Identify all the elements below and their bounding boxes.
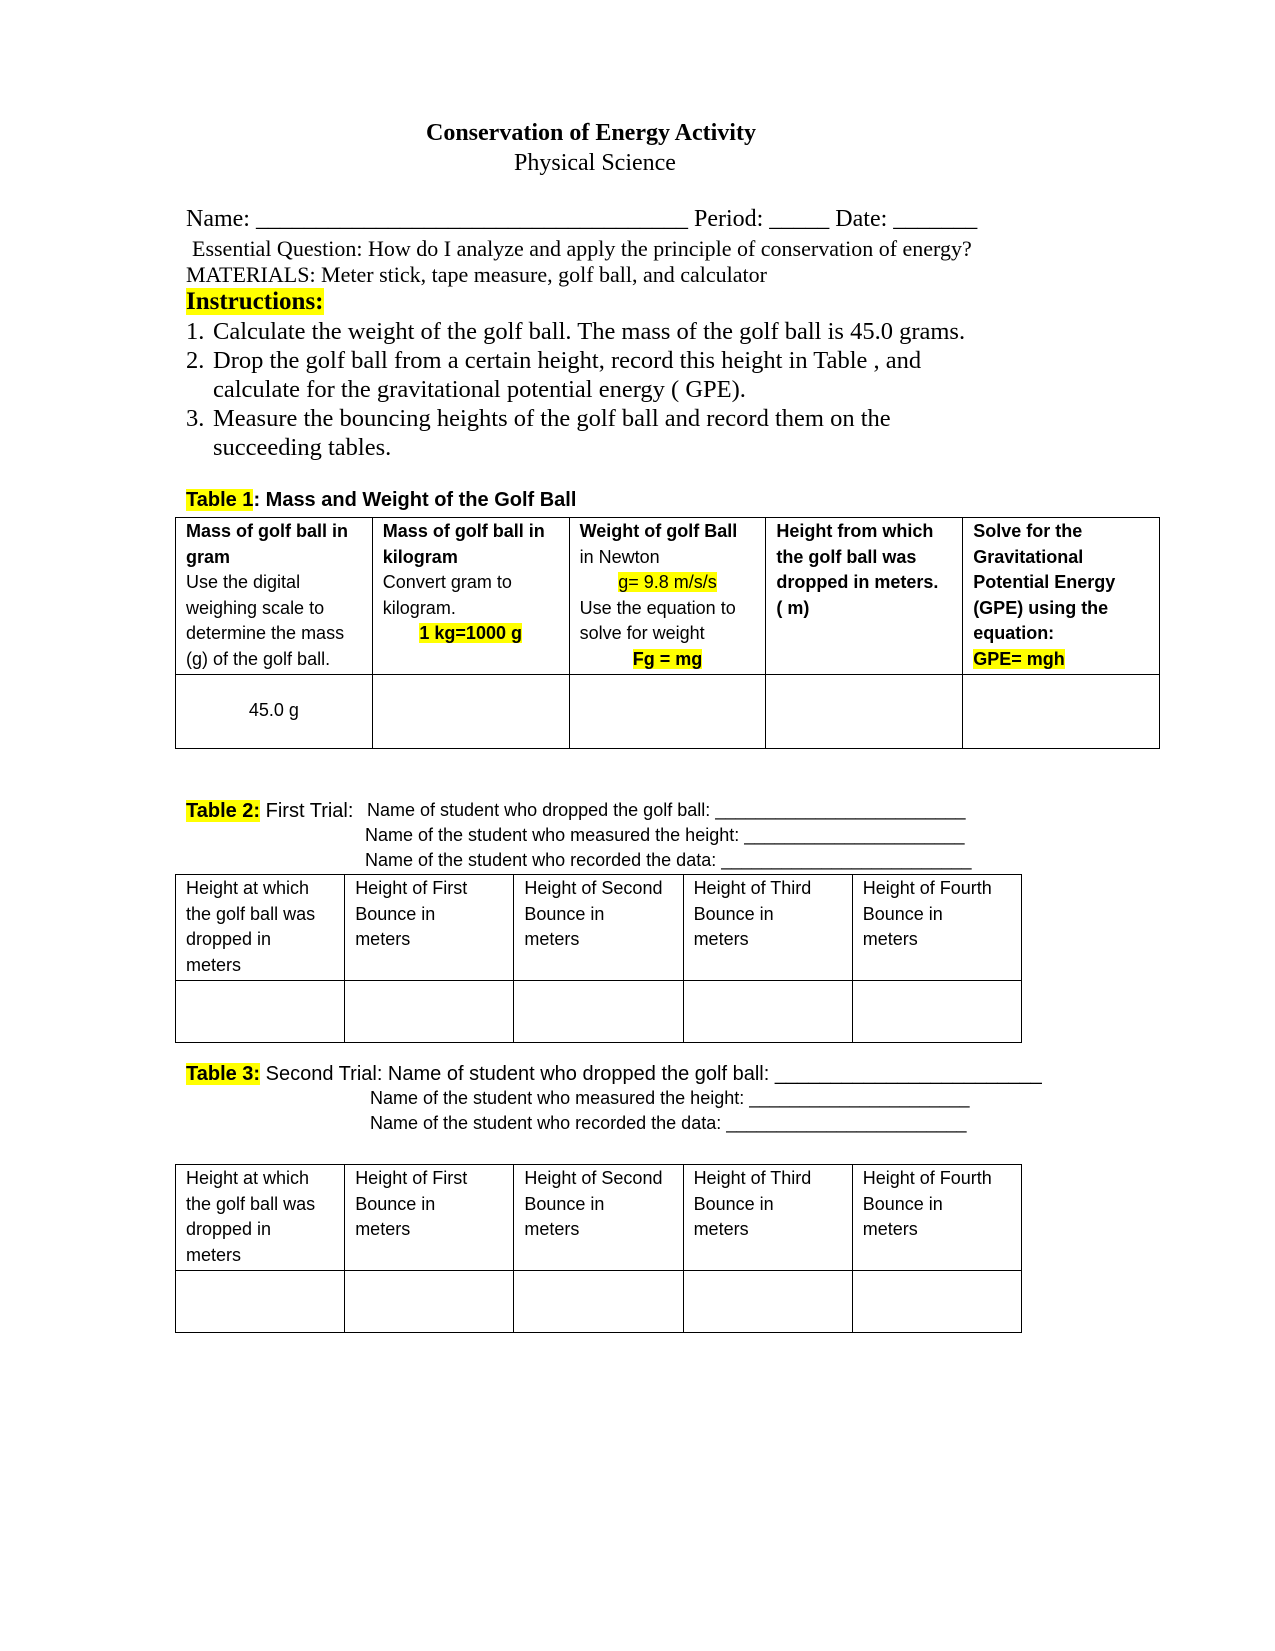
table1-cell-empty[interactable] <box>372 675 569 749</box>
header-note: solve for weight <box>579 623 705 643</box>
table1-header-gpe <box>963 518 1160 675</box>
header-note: in Newton <box>579 546 660 567</box>
table2-cell-empty[interactable] <box>345 981 514 1043</box>
essential-question: Essential Question: How do I analyze and apply the principle of conservation of energy? <box>192 236 972 261</box>
header-text: Solve for the <box>973 521 1083 541</box>
table1-cell-mass-value: 45.0 g <box>176 675 373 749</box>
instruction-step-1 <box>186 317 1046 346</box>
table1-header-height <box>766 518 963 675</box>
table3-recorded-by: Name of the student who recorded the data: ________________________ <box>370 1113 967 1133</box>
table3-header-first-bounce <box>345 1165 514 1271</box>
header-text: the golf ball was <box>186 1193 316 1214</box>
table2-cell-empty[interactable] <box>514 981 683 1043</box>
instruction-step-3 <box>186 404 1046 462</box>
page-subtitle: Physical Science <box>514 150 676 176</box>
instruction-step-2 <box>186 346 1046 404</box>
header-text: meters <box>186 1244 242 1265</box>
step-text: calculate for the gravitational potential energy ( GPE). <box>213 376 746 403</box>
instructions-label: Instructions: <box>186 288 324 315</box>
header-text: Height of Third <box>693 878 812 898</box>
header-note: kilogram. <box>382 597 456 618</box>
header-text: Gravitational <box>973 546 1084 567</box>
header-text: Weight of golf Ball <box>579 521 738 541</box>
header-text: equation: <box>973 623 1055 643</box>
header-text: meters <box>693 1219 749 1239</box>
table3-caption <box>186 1063 1042 1086</box>
table2-recorded-by: Name of the student who recorded the data: _________________________ <box>365 850 972 870</box>
table2-header-third-bounce <box>683 875 852 981</box>
instruction-list <box>186 317 1046 462</box>
step-text: Calculate the weight of the golf ball. The mass of the golf ball is 45.0 grams. <box>213 318 966 345</box>
header-text: dropped in meters. <box>776 572 939 592</box>
page-title: Conservation of Energy Activity <box>426 120 756 146</box>
step-text: succeeding tables. <box>213 434 392 461</box>
table3-label: Table 3: <box>186 1063 261 1085</box>
table2-title: First Trial: <box>260 800 354 822</box>
table1-caption <box>186 489 576 512</box>
gravity-constant: g= 9.8 m/s/s <box>618 572 717 592</box>
header-note: Convert gram to <box>382 572 512 592</box>
table3-header-drop-height <box>176 1165 345 1271</box>
header-text: Mass of golf ball in <box>382 521 545 541</box>
table1-header-mass-kilogram <box>372 518 569 675</box>
table2-header-fourth-bounce <box>852 875 1021 981</box>
conversion-formula: 1 kg=1000 g <box>419 623 522 643</box>
header-text: kilogram <box>382 546 458 567</box>
table3-header-third-bounce <box>683 1165 852 1271</box>
header-text: Bounce in <box>524 903 605 924</box>
table2-label: Table 2: <box>186 800 261 822</box>
header-text: Height of First <box>355 1168 468 1188</box>
header-text: Bounce in <box>355 903 436 924</box>
header-note: determine the mass <box>186 623 345 643</box>
table2-dropped-by: Name of student who dropped the golf ball: _________________________ <box>367 800 966 820</box>
header-text: gram <box>186 546 231 567</box>
header-text: Height of Second <box>524 878 663 898</box>
step-number: 1. <box>186 318 205 345</box>
table2-cell-empty[interactable] <box>176 981 345 1043</box>
table1-cell-empty[interactable] <box>569 675 766 749</box>
table2-caption <box>186 800 353 823</box>
header-text: Bounce in <box>862 1193 943 1214</box>
table3-header-second-bounce <box>514 1165 683 1271</box>
table3-measured-by: Name of the student who measured the height: ______________________ <box>370 1088 970 1108</box>
header-text: Height from which <box>776 521 934 541</box>
table3-cell-empty[interactable] <box>514 1271 683 1333</box>
table3-cell-empty[interactable] <box>683 1271 852 1333</box>
header-text: Bounce in <box>693 1193 774 1214</box>
header-text: meters <box>355 1219 411 1239</box>
step-text: Drop the golf ball from a certain height, record this height in Table , and <box>213 347 922 374</box>
header-text: Height of Fourth <box>862 1168 992 1188</box>
header-text: Height of First <box>355 878 468 898</box>
table1-mass-weight <box>175 517 1160 749</box>
header-text: meters <box>524 1219 580 1239</box>
table1-cell-empty[interactable] <box>963 675 1160 749</box>
table1-label: Table 1 <box>186 489 254 511</box>
table3-dropped-by: Second Trial: Name of student who dropped the golf ball: ________________________ <box>260 1063 1042 1085</box>
step-number: 3. <box>186 405 205 432</box>
header-text: Height of Third <box>693 1168 812 1188</box>
header-text: Height of Second <box>524 1168 663 1188</box>
name-period-date-line: Name: ____________________________________ Period: _____ Date: _______ <box>186 206 978 232</box>
table2-cell-empty[interactable] <box>683 981 852 1043</box>
table2-first-trial <box>175 874 1022 1043</box>
header-text: meters <box>862 1219 918 1239</box>
table2-header-drop-height <box>176 875 345 981</box>
table1-header-mass-gram <box>176 518 373 675</box>
table3-cell-empty[interactable] <box>345 1271 514 1333</box>
header-text: (GPE) using the <box>973 597 1109 618</box>
header-text: Mass of golf ball in <box>186 521 349 541</box>
materials-line: MATERIALS: Meter stick, tape measure, golf ball, and calculator <box>186 262 767 287</box>
header-note: Use the digital <box>186 572 301 592</box>
header-note: weighing scale to <box>186 597 325 618</box>
table3-header-fourth-bounce <box>852 1165 1021 1271</box>
table2-measured-by: Name of the student who measured the height: ______________________ <box>365 825 965 845</box>
header-text: Height of Fourth <box>862 878 992 898</box>
header-note: (g) of the golf ball. <box>186 648 331 669</box>
header-note: Use the equation to <box>579 597 736 618</box>
header-text: Bounce in <box>862 903 943 924</box>
table2-header-first-bounce <box>345 875 514 981</box>
table2-header-second-bounce <box>514 875 683 981</box>
header-text: Bounce in <box>355 1193 436 1214</box>
table3-cell-empty[interactable] <box>176 1271 345 1333</box>
header-text: Height at which <box>186 878 310 898</box>
weight-formula: Fg = mg <box>632 648 703 669</box>
table1-title: : Mass and Weight of the Golf Ball <box>253 489 577 511</box>
header-text: Bounce in <box>693 903 774 924</box>
header-text: dropped in <box>186 1219 272 1239</box>
step-text: Measure the bouncing heights of the golf ball and record them on the <box>213 405 891 432</box>
table1-cell-empty[interactable] <box>766 675 963 749</box>
header-text: meters <box>355 929 411 949</box>
table3-second-trial <box>175 1164 1022 1333</box>
header-text: ( m) <box>776 597 810 618</box>
header-text: meters <box>862 929 918 949</box>
table3-cell-empty[interactable] <box>852 1271 1021 1333</box>
header-text: the golf ball was <box>776 546 917 567</box>
header-text: meters <box>186 954 242 975</box>
step-number: 2. <box>186 347 205 374</box>
table1-header-weight <box>569 518 766 675</box>
table2-cell-empty[interactable] <box>852 981 1021 1043</box>
header-text: meters <box>524 929 580 949</box>
header-text: dropped in <box>186 929 272 949</box>
header-text: the golf ball was <box>186 903 316 924</box>
header-text: Bounce in <box>524 1193 605 1214</box>
header-text: Height at which <box>186 1168 310 1188</box>
header-text: Potential Energy <box>973 572 1116 592</box>
instructions-heading <box>186 288 324 316</box>
header-text: meters <box>693 929 749 949</box>
gpe-formula: GPE= mgh <box>973 648 1065 669</box>
